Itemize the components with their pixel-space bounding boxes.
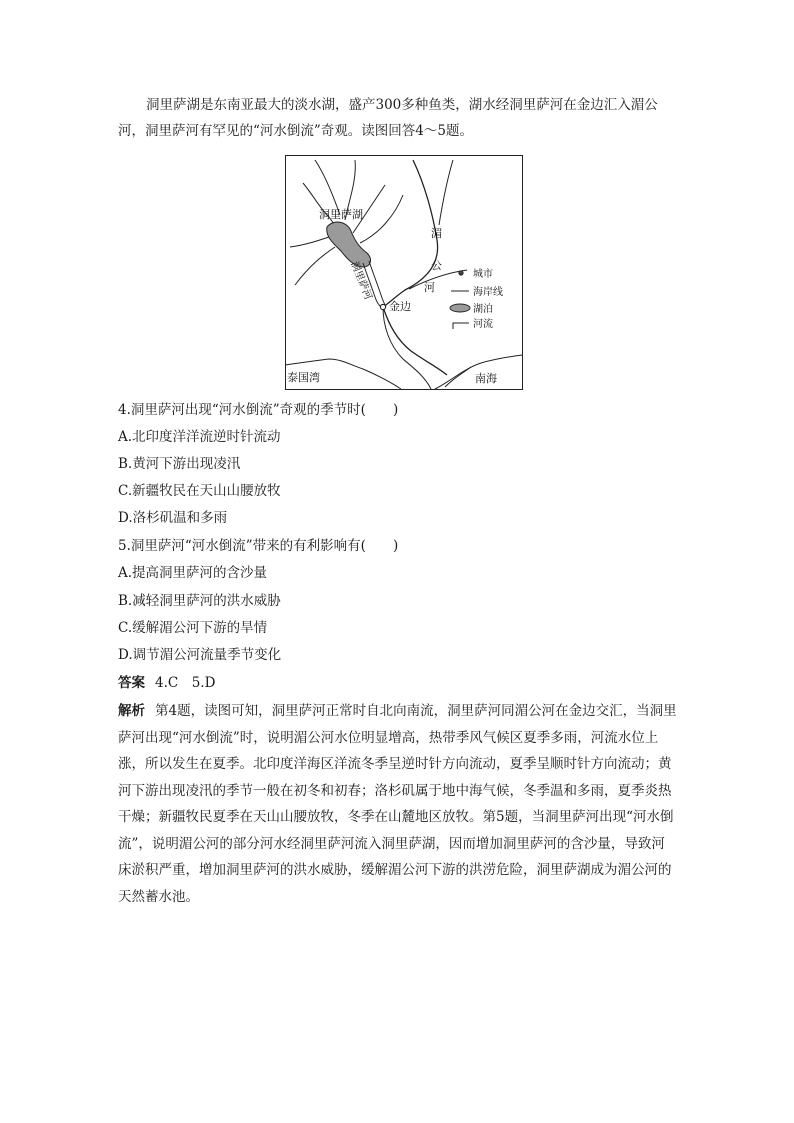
intro-paragraph: 洞里萨湖是东南亚最大的淡水湖，盛产300多种鱼类，湖水经洞里萨河在金边汇入湄公河，洞里萨河有罕见的“河水倒流”奇观。读图回答4～5题。 (118, 97, 658, 139)
answer-text: 4.C 5.D (155, 675, 216, 691)
q4-option-a: A.北印度洋洋流逆时针流动 (118, 429, 281, 445)
analysis-label: 解析 (118, 703, 145, 719)
legend-coastline-label: 海岸线 (473, 287, 503, 298)
q4-stem: 4.洞里萨河出现“河水倒流”奇观的季节时( ) (118, 402, 399, 418)
answer-line (118, 672, 215, 694)
label-gulf: 泰国湾 (287, 371, 320, 384)
city-marker-phnom-penh (380, 304, 385, 309)
tonle-sap-map (285, 155, 523, 390)
q4-option-c: C.新疆牧民在天山山腰放牧 (118, 483, 281, 499)
label-mekong-1: 湄 (431, 227, 442, 240)
q5-option-b: B.减轻洞里萨河的洪水威胁 (118, 593, 281, 609)
q4-option-d: D.洛杉矶温和多雨 (118, 510, 228, 526)
label-mekong-2: 公 (431, 259, 442, 272)
legend-lake-icon (450, 304, 470, 312)
label-sea: 南海 (475, 372, 497, 385)
q5-option-a: A.提高洞里萨河的含沙量 (118, 565, 268, 581)
legend-river-label: 河流 (473, 319, 493, 330)
legend-city-label: 城市 (473, 269, 493, 280)
label-lake: 洞里萨湖 (319, 208, 363, 221)
label-city: 金边 (389, 300, 411, 313)
analysis-text: 第4题，读图可知，洞里萨河正常时自北向南流，洞里萨河同湄公河在金边交汇，当洞里萨河出现“河水倒流”时，说明湄公河水位明显增高，热带季风气候区夏季多雨，河流水位上涨，所以发生在夏季。北印度洋海区洋流冬季呈逆时针方向流动，夏季呈顺时针方向流动；黄河下游出现凌汛的季节一般在初冬和初春；洛杉矶属于地中海气候，冬季温和多雨，夏季炎热干燥；新疆牧民夏季在天山山腰放牧，冬季在山麓地区放牧。第5题，当洞里萨河出现“河水倒流”，说明湄公河的部分河水经洞里萨河流入洞里萨湖，因而增加洞里萨河的含沙量，导致河床淤积严重，增加洞里萨河的洪水威胁，缓解湄公河下游的洪涝危险，洞里萨湖成为湄公河的天然蓄水池。 (118, 703, 677, 905)
analysis-paragraph (118, 698, 678, 910)
q5-option-d: D.调节湄公河流量季节变化 (118, 647, 282, 663)
answer-label: 答案 (118, 675, 145, 691)
legend-lake-label: 湖泊 (473, 304, 493, 315)
q4-option-b: B.黄河下游出现凌汛 (118, 456, 241, 472)
legend-city-icon (459, 271, 463, 275)
label-mekong-3: 河 (424, 281, 435, 294)
label-tonle-sap-river: 洞里萨河 (348, 260, 374, 302)
q5-stem: 5.洞里萨河“河水倒流”带来的有利影响有( ) (118, 538, 399, 554)
q5-option-c: C.缓解湄公河下游的旱情 (118, 620, 268, 636)
